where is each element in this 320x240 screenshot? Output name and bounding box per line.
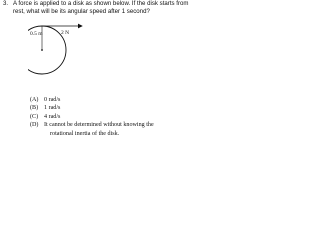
choice-text-line2: rotational inertia of the disk. (50, 130, 120, 137)
radius-label: 0.5 m (30, 31, 43, 37)
choice-a[interactable] (30, 96, 198, 104)
disk-figure (28, 20, 88, 80)
choice-c[interactable] (30, 113, 198, 121)
answer-choices (30, 96, 198, 137)
choice-text: 0 rad/s (44, 97, 61, 103)
choice-letter: (B) (30, 105, 39, 112)
disk-diagram (28, 20, 88, 80)
choice-letter: (D) (30, 122, 39, 129)
choice-b[interactable] (30, 104, 198, 112)
question-text: A force is applied to a disk as shown below. If the disk starts from rest, what will be its angular speed after 1 second? (13, 0, 189, 15)
choice-text: 4 rad/s (44, 113, 61, 120)
choice-text (44, 121, 168, 138)
choice-text-line1: It cannot be determined without knowing the (44, 122, 154, 129)
choice-letter: (C) (30, 113, 39, 120)
question-number: 3. (3, 0, 9, 7)
choice-letter: (A) (30, 97, 39, 103)
choice-text: 1 rad/s (44, 105, 61, 112)
disk-center (41, 49, 43, 51)
force-label: 2 N (61, 30, 70, 36)
choice-d[interactable] (30, 121, 198, 137)
